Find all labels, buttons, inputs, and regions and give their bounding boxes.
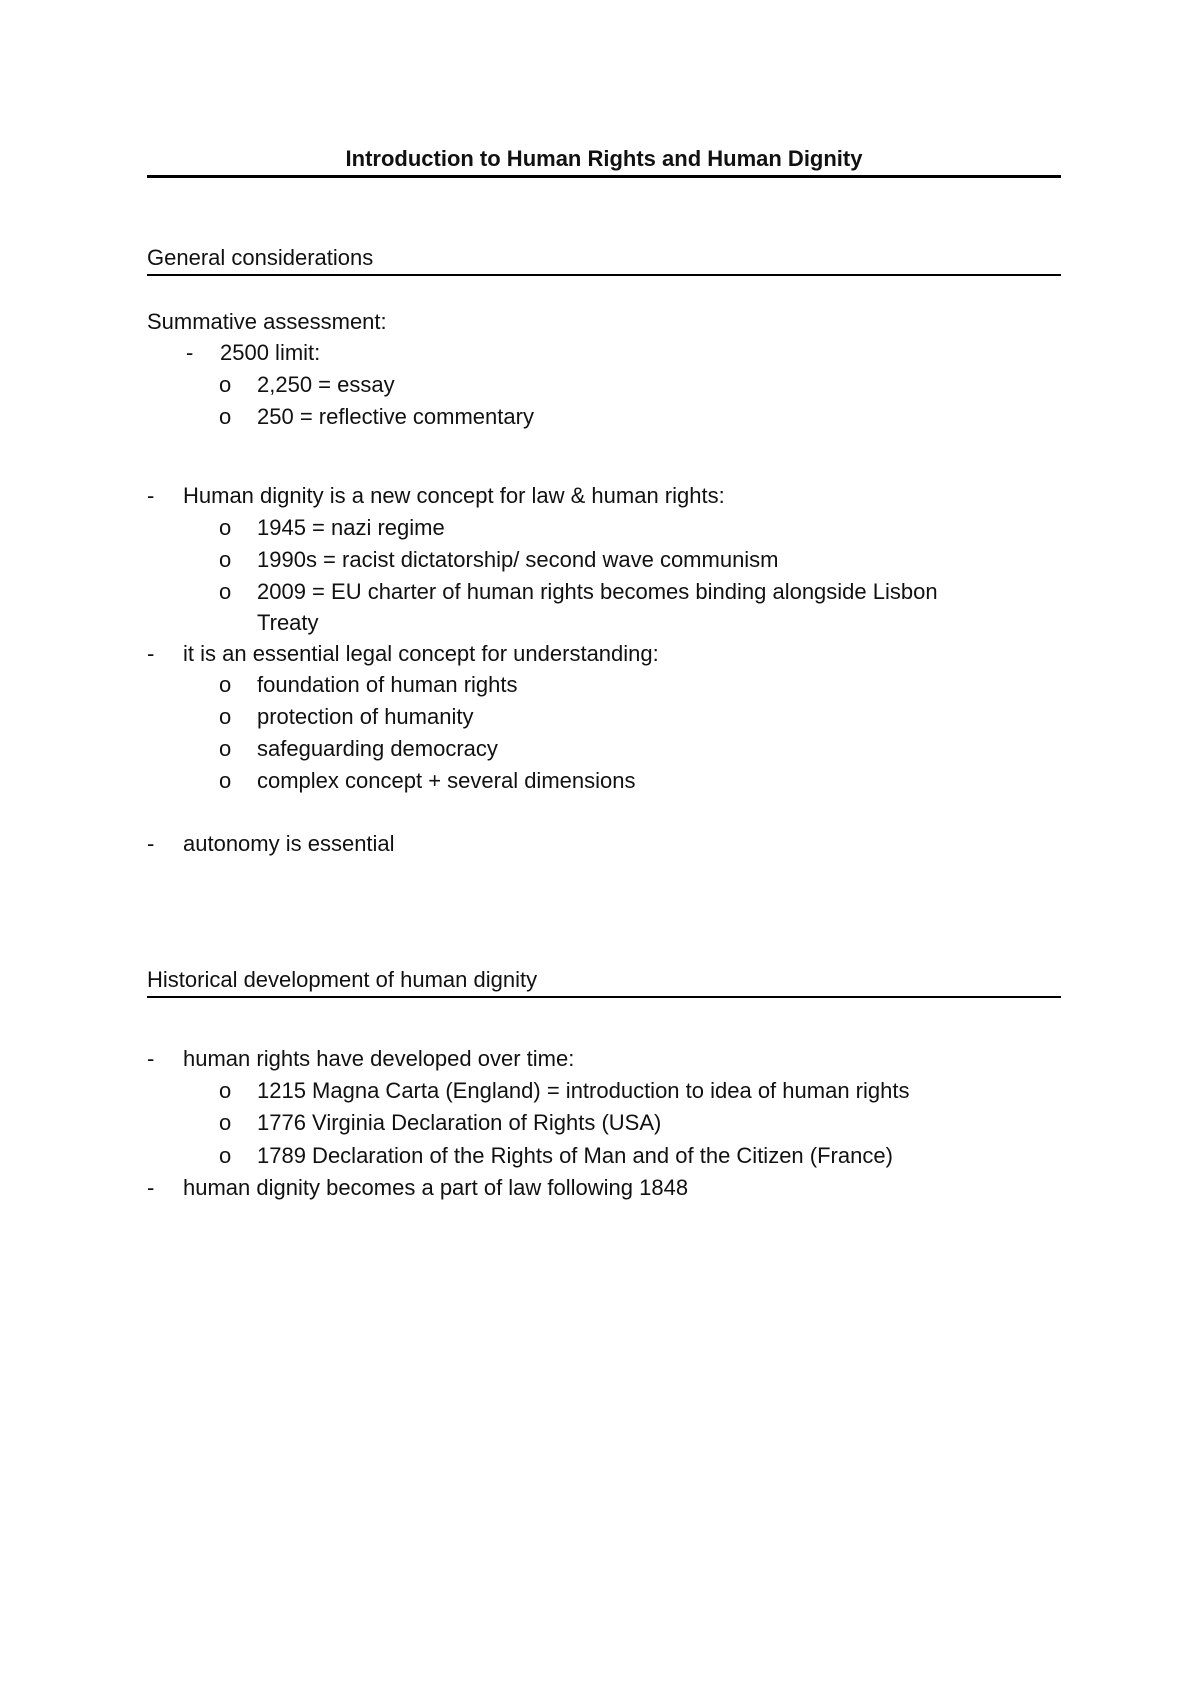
bullet-rights-developed: human rights have developed over time: <box>183 1046 575 1071</box>
section-heading-general: General considerations <box>147 245 374 270</box>
circle-marker: o <box>219 404 232 429</box>
bullet2-subitem: foundation of human rights <box>257 672 518 697</box>
bullet1-subitem: 1990s = racist dictatorship/ second wave communism <box>257 547 779 572</box>
bullet-dignity-part-of-law: human dignity becomes a part of law following 1848 <box>183 1175 689 1200</box>
circle-marker: o <box>219 372 232 397</box>
bullet-essential-legal-concept: it is an essential legal concept for understanding: <box>183 641 659 666</box>
dash-marker: - <box>186 340 194 365</box>
bullet2-subitem: complex concept + several dimensions <box>257 768 636 793</box>
circle-marker: o <box>219 1143 232 1168</box>
circle-marker: o <box>219 704 232 729</box>
circle-marker: o <box>219 1078 232 1103</box>
limit-subitem: 2,250 = essay <box>257 372 395 397</box>
bullet1-subitem-continuation: Treaty <box>257 610 319 635</box>
bullet2-subitem: protection of humanity <box>257 704 474 729</box>
circle-marker: o <box>219 515 232 540</box>
circle-marker: o <box>219 736 232 761</box>
bullet-autonomy: autonomy is essential <box>183 831 395 856</box>
history-subitem: 1215 Magna Carta (England) = introduction to idea of human rights <box>257 1078 910 1103</box>
dash-marker: - <box>147 831 155 856</box>
bullet1-subitem: 2009 = EU charter of human rights becomes binding alongside Lisbon <box>257 579 938 604</box>
dash-marker: - <box>147 483 155 508</box>
circle-marker: o <box>219 547 232 572</box>
section-rule-general <box>147 274 1061 276</box>
document-title: Introduction to Human Rights and Human Dignity <box>345 146 863 171</box>
section-rule-historical <box>147 996 1061 998</box>
dash-marker: - <box>147 1175 155 1200</box>
title-rule <box>147 175 1061 178</box>
history-subitem: 1776 Virginia Declaration of Rights (USA) <box>257 1110 662 1135</box>
bullet-human-dignity-concept: Human dignity is a new concept for law & human rights: <box>183 483 725 508</box>
circle-marker: o <box>219 672 232 697</box>
limit-subitem: 250 = reflective commentary <box>257 404 534 429</box>
dash-marker: - <box>147 641 155 666</box>
assessment-label: Summative assessment: <box>147 309 387 334</box>
circle-marker: o <box>219 579 232 604</box>
circle-marker: o <box>219 1110 232 1135</box>
circle-marker: o <box>219 768 232 793</box>
history-subitem: 1789 Declaration of the Rights of Man and of the Citizen (France) <box>257 1143 893 1168</box>
dash-marker: - <box>147 1046 155 1071</box>
section-heading-historical: Historical development of human dignity <box>147 967 538 992</box>
bullet2-subitem: safeguarding democracy <box>257 736 498 761</box>
bullet1-subitem: 1945 = nazi regime <box>257 515 445 540</box>
limit-item: 2500 limit: <box>220 340 321 365</box>
